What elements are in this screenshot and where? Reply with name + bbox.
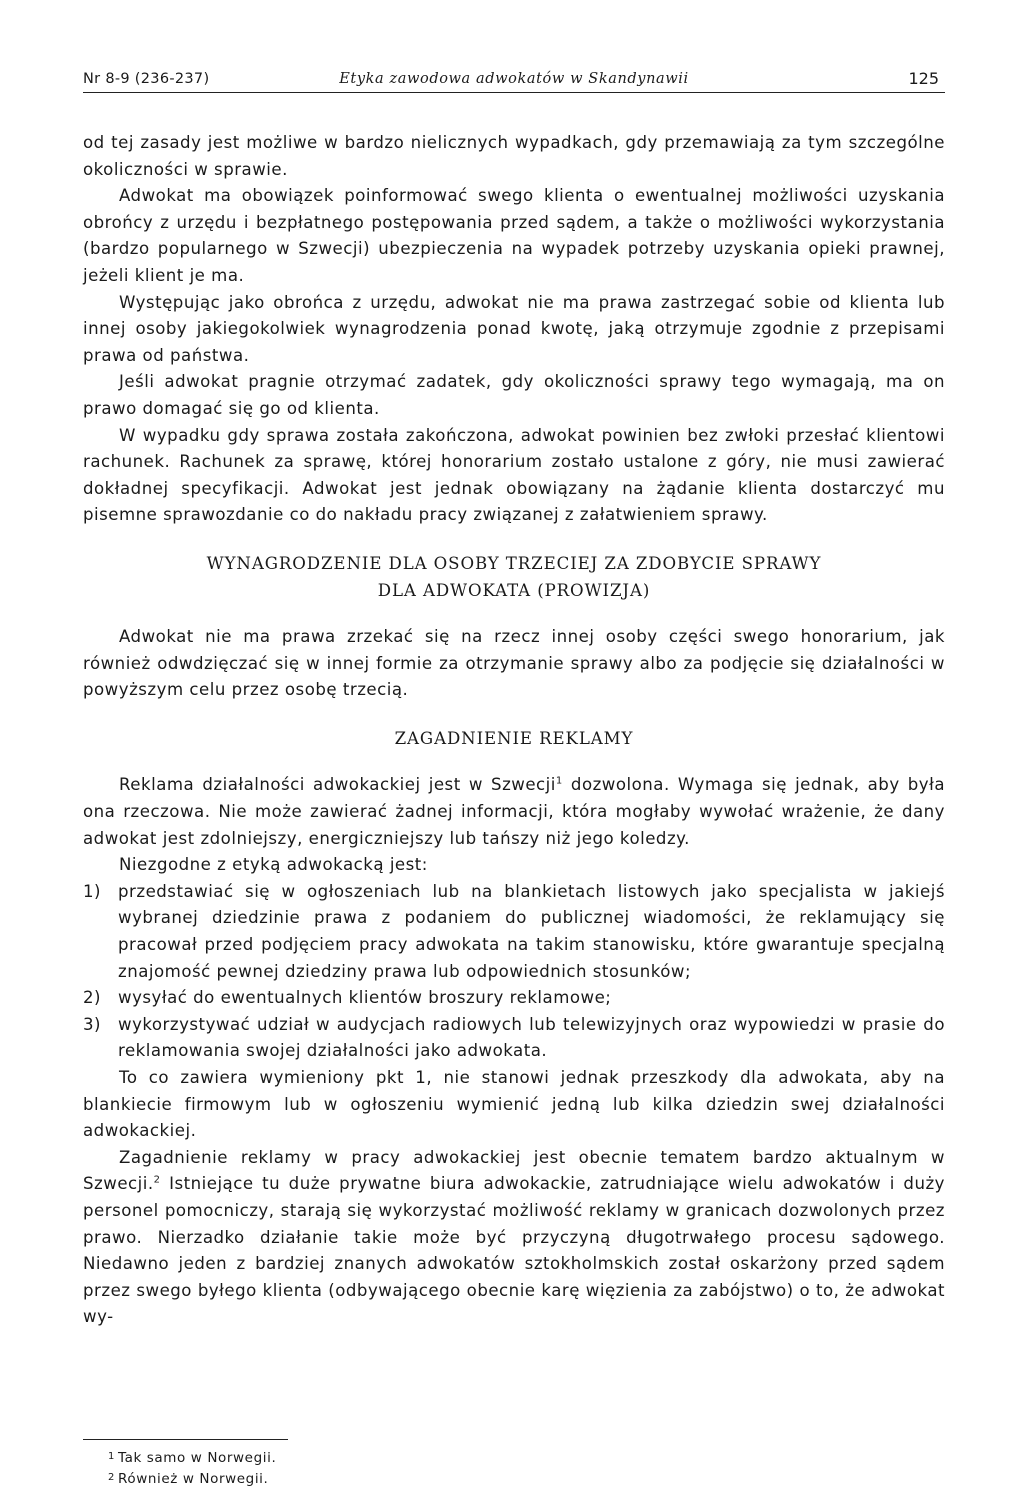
footnote [83,1469,945,1490]
paragraph [83,1145,945,1331]
issue-number: Nr 8-9 (236-237) [83,71,210,87]
paragraph: W wypadku gdy sprawa została zakończona, adwokat powinien bez zwłoki przesłać klientowi rachunek. Rachunek za sprawę, której honorarium zostało ustalone z góry, nie musi zawierać dokładnej specyfikacji. Adwokat jest jednak obowiązany na żądanie klienta dostarczyć mu pisemne sprawozdanie co do nakładu pracy związanej z załatwieniem sprawy. [83,425,945,525]
list-item-text: wysyłać do ewentualnych klientów broszury reklamowe; [118,988,612,1008]
footnote-mark: 2 [108,1472,115,1483]
paragraph-continuation: od tej zasady jest możliwe w bardzo nielicznych wypadkach, gdy przemawiają za tym szczególne okoliczności w sprawie. [83,133,945,179]
list-item [83,985,945,1012]
list-item-number: 2) [83,988,102,1008]
list-item [83,879,945,985]
footnote-text: Tak samo w Norwegii. [118,1450,277,1466]
paragraph-text: Reklama działalności adwokackiej jest w Szwecji [119,775,556,795]
footnote-ref: 2 [153,1174,161,1186]
paragraph-text: Istniejące tu duże prywatne biura adwokackie, zatrudniające wielu adwokatów i duży personel pomocniczy, starają się wykorzystać możliwość reklamy w granicach dozwolonych przez prawo. Nierzadko działanie takie może być przyczyną długotrwałego procesu sądowego. Niedawno jeden z bardziej znanych adwokatów sztokholmskich został oskarżony przed sądem przez swego byłego klienta (odbywającego obecnie karę więzienia za zabójstwo) o to, że adwokat wy- [83,1174,945,1327]
section-heading-line: WYNAGRODZENIE DLA OSOBY TRZECIEJ ZA ZDOBYCIE SPRAWY [206,553,822,573]
paragraph [83,772,945,852]
list-item-text: wykorzystywać udział w audycjach radiowych lub telewizyjnych oraz wypowiedzi w prasie do reklamowania swojej działalności jako adwokata. [118,1014,945,1061]
running-header [83,66,945,93]
article-body [83,130,945,1331]
paragraph-text: dozwolona. Wymaga się jednak, aby była ona rzeczowa. Nie może zawierać żadnej informacji, która mogłaby wywołać wrażenie, że dany adwokat jest zdolniejszy, energiczniejszy lub tańszy niż jego koledzy. [83,775,946,848]
paragraph: Adwokat nie ma prawa zrzekać się na rzecz innej osoby części swego honorarium, jak również odwdzięczać się w innej formie za otrzymanie sprawy albo za podjęcie się działalności w powyższym celu przez osobę trzecią. [83,627,945,700]
footnote-mark: 1 [108,1451,115,1462]
page-number: 125 [908,69,939,88]
list-item-number: 1) [83,881,102,901]
footnote [83,1448,945,1469]
footnote-text: Również w Norwegii. [118,1471,269,1487]
paragraph: To co zawiera wymieniony pkt 1, nie stanowi jednak przeszkody dla adwokata, aby na blankiecie firmowym lub w ogłoszeniu wymienić jedną lub kilka dziedzin swej działalności adwokackiej. [83,1068,945,1141]
list-item [83,1012,945,1065]
list-intro: Niezgodne z etyką adwokacką jest: [119,855,428,875]
list-item-number: 3) [83,1014,102,1034]
list-item-text: przedstawiać się w ogłoszeniach lub na blankietach listowych jako specjalista w jakiejś wybranej dziedzinie prawa z podaniem do publicznej wiadomości, że reklamujący się pracował przed podjęciem pracy adwokata na takim stanowisku, które gwarantuje specjalną znajomość pewnej dziedziny prawa lub odpowiednich stosunków; [118,881,945,981]
numbered-list [83,879,945,1065]
running-title: Etyka zawodowa adwokatów w Skandynawii [339,71,689,87]
footnote-ref: 1 [555,775,563,787]
section-heading-commission [83,551,945,604]
paragraph: Występując jako obrońca z urzędu, adwokat nie ma prawa zastrzegać sobie od klienta lub innej osoby jakiegokolwiek wynagrodzenia ponad kwotę, jaką otrzymuje zgodnie z przepisami prawa od państwa. [83,292,945,365]
section-heading-line: DLA ADWOKATA (PROWIZJA) [377,580,651,600]
paragraph: Adwokat ma obowiązek poinformować swego klienta o ewentualnej możliwości uzyskania obrońcy z urzędu i bezpłatnego postępowania przed sądem, a także o możliwości wykorzystania (bardzo popularnego w Szwecji) ubezpieczenia na wypadek potrzeby uzyskania opieki prawnej, jeżeli klient je ma. [83,186,945,285]
footnote-divider [83,1439,288,1440]
paragraph-text: Zagadnienie reklamy w pracy adwokackiej jest obecnie tematem bardzo aktualnym w Szwecji. [83,1147,945,1194]
paragraph: Jeśli adwokat pragnie otrzymać zadatek, gdy okoliczności sprawy tego wymagają, ma on prawo domagać się go od klienta. [83,372,945,418]
footnotes [83,1448,945,1490]
section-heading-advertising: ZAGADNIENIE REKLAMY [394,728,634,748]
